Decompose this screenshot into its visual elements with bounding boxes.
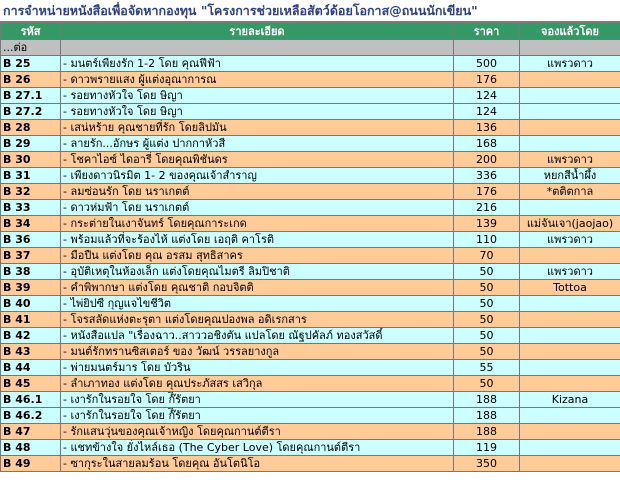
book-code-cell[interactable]: B 27.2	[1, 104, 61, 120]
book-price-cell[interactable]: 50	[454, 280, 520, 296]
reserved-by-cell[interactable]	[520, 88, 620, 104]
book-price-cell[interactable]: 50	[454, 344, 520, 360]
book-price-cell[interactable]: 70	[454, 248, 520, 264]
book-code-cell[interactable]: B 40	[1, 296, 61, 312]
book-detail-cell[interactable]: - หนังสือแปล "เรื่องฉาว..สาววอชิงตัน แปลโดย ณัฐปคัลภ์ ทองสวัสดิ์	[61, 328, 454, 344]
book-detail-cell[interactable]: - ซากุระในสายลมร้อน โดยคุณ อันโตนิโอ	[61, 456, 454, 472]
table-row	[1, 424, 620, 440]
book-code-cell[interactable]: B 37	[1, 248, 61, 264]
book-price-cell[interactable]: 188	[454, 392, 520, 408]
table-row	[1, 296, 620, 312]
continuation-row	[1, 40, 620, 56]
reserved-by-cell[interactable]	[520, 440, 620, 456]
table-row	[1, 232, 620, 248]
reserved-by-cell[interactable]	[520, 456, 620, 472]
book-code-cell[interactable]: B 25	[1, 56, 61, 72]
book-detail-cell[interactable]: - รอยทางหัวใจ โดย ษิญา	[61, 88, 454, 104]
reserved-by-cell[interactable]	[520, 408, 620, 424]
continuation-empty[interactable]	[520, 40, 620, 56]
book-code-cell[interactable]: B 33	[1, 200, 61, 216]
reserved-by-cell[interactable]: แพรวดาว	[520, 264, 620, 280]
book-detail-cell[interactable]: - แชทข้างใจ ยั่งไหล์เธอ (The Cyber Love) โดยคุณกานต์ตีรา	[61, 440, 454, 456]
table-row	[1, 136, 620, 152]
book-code-cell[interactable]: B 27.1	[1, 88, 61, 104]
book-code-cell[interactable]: B 32	[1, 184, 61, 200]
table-row	[1, 120, 620, 136]
continuation-empty[interactable]	[454, 40, 520, 56]
reserved-by-cell[interactable]	[520, 312, 620, 328]
reserved-by-cell[interactable]	[520, 296, 620, 312]
reserved-by-cell[interactable]	[520, 328, 620, 344]
header-detail[interactable]: รายละเอียด	[61, 23, 454, 40]
book-price-cell[interactable]: 176	[454, 72, 520, 88]
book-code-cell[interactable]: B 46.1	[1, 392, 61, 408]
book-detail-cell[interactable]: - ไพ่ยิปซี กุญแจไขชีวิต	[61, 296, 454, 312]
table-row	[1, 200, 620, 216]
book-detail-cell[interactable]: - เงารักในรอยใจ โดย ก๊ิรัตยา	[61, 408, 454, 424]
book-code-cell[interactable]: B 44	[1, 360, 61, 376]
table-row	[1, 440, 620, 456]
reserved-by-cell[interactable]	[520, 104, 620, 120]
book-detail-cell[interactable]: - ลายรัก...อักษร ผู้แต่ง ปากกาหัวสี	[61, 136, 454, 152]
book-code-cell[interactable]: B 30	[1, 152, 61, 168]
reserved-by-cell[interactable]	[520, 424, 620, 440]
book-detail-cell[interactable]: - รอยทางหัวใจ โดย ษิญา	[61, 104, 454, 120]
book-detail-cell[interactable]: - มือปืน แต่งโดย คุณ อรสม สุทธิสาคร	[61, 248, 454, 264]
book-detail-cell[interactable]: - โจรสลัดแห่งตะรุตา แต่งโดยคุณปองพล อดิเรกสาร	[61, 312, 454, 328]
reserved-by-cell[interactable]: แพรวดาว	[520, 56, 620, 72]
book-code-cell[interactable]: B 34	[1, 216, 61, 232]
book-detail-cell[interactable]: - กระต่ายในเงาจันทร์ โดยคุณการะเกด	[61, 216, 454, 232]
table-row	[1, 408, 620, 424]
table-row	[1, 104, 620, 120]
table-row	[1, 184, 620, 200]
book-price-cell[interactable]: 176	[454, 184, 520, 200]
reserved-by-cell[interactable]: แพรวดาว	[520, 152, 620, 168]
table-row	[1, 280, 620, 296]
book-price-cell[interactable]: 55	[454, 360, 520, 376]
book-code-cell[interactable]: B 41	[1, 312, 61, 328]
reserved-by-cell[interactable]	[520, 136, 620, 152]
table-row	[1, 264, 620, 280]
book-code-cell[interactable]: B 31	[1, 168, 61, 184]
table-row	[1, 152, 620, 168]
book-detail-cell[interactable]: - โชคาไอซ์ ไดอารี่ โดยคุณพิชันดร	[61, 152, 454, 168]
header-price[interactable]: ราคา	[454, 23, 520, 40]
book-price-cell[interactable]: 110	[454, 232, 520, 248]
book-code-cell[interactable]: B 49	[1, 456, 61, 472]
reserved-by-cell[interactable]	[520, 376, 620, 392]
book-detail-cell[interactable]: - ดาวห่มฟ้า โดย นราเกตต์	[61, 200, 454, 216]
table-row	[1, 56, 620, 72]
table-row	[1, 312, 620, 328]
continuation-cell[interactable]: ...ต่อ	[1, 40, 61, 56]
book-price-cell[interactable]: 200	[454, 152, 520, 168]
book-code-cell[interactable]: B 46.2	[1, 408, 61, 424]
book-price-cell[interactable]: 500	[454, 56, 520, 72]
book-price-cell[interactable]: 188	[454, 424, 520, 440]
reserved-by-cell[interactable]: *ตติตกาล	[520, 184, 620, 200]
book-price-cell[interactable]: 50	[454, 376, 520, 392]
book-code-cell[interactable]: B 36	[1, 232, 61, 248]
book-code-cell[interactable]: B 38	[1, 264, 61, 280]
book-detail-cell[interactable]: - เสน่หร้าย คุณชายที่รัก โดยลิปมัน	[61, 120, 454, 136]
table-row	[1, 248, 620, 264]
book-price-cell[interactable]: 336	[454, 168, 520, 184]
book-detail-cell[interactable]: - คำพิพากษา แต่งโดย คุณชาติ กอบจิตติ	[61, 280, 454, 296]
book-detail-cell[interactable]: - พร้อมแล้วที่จะร้องไห้ แต่งโดย เอฤติ คาโรติ	[61, 232, 454, 248]
book-price-cell[interactable]: 124	[454, 88, 520, 104]
book-code-cell[interactable]: B 42	[1, 328, 61, 344]
table-row	[1, 456, 620, 472]
table-row	[1, 168, 620, 184]
book-code-cell[interactable]: B 29	[1, 136, 61, 152]
table-row	[1, 72, 620, 88]
book-price-cell[interactable]: 139	[454, 216, 520, 232]
book-price-cell[interactable]: 50	[454, 296, 520, 312]
book-detail-cell[interactable]: - มนตร์เพียงรัก 1-2 โดย คุณฟีฟ้า	[61, 56, 454, 72]
header-reserved-by[interactable]: จองแล้วโดย	[520, 23, 620, 40]
reserved-by-cell[interactable]: Kizana	[520, 392, 620, 408]
book-detail-cell[interactable]: - รักแสนวุ่นของคุณเจ้าหญิง โดยคุณกานต์ตีรา	[61, 424, 454, 440]
table-row	[1, 328, 620, 344]
reserved-by-cell[interactable]	[520, 120, 620, 136]
reserved-by-cell[interactable]: หยกสีน้ำผึ้ง	[520, 168, 620, 184]
book-price-cell[interactable]: 216	[454, 200, 520, 216]
table-row	[1, 360, 620, 376]
book-price-cell[interactable]: 50	[454, 328, 520, 344]
table-row	[1, 376, 620, 392]
reserved-by-cell[interactable]	[520, 72, 620, 88]
book-price-cell[interactable]: 350	[454, 456, 520, 472]
header-code[interactable]: รหัส	[1, 23, 61, 40]
book-price-cell[interactable]: 119	[454, 440, 520, 456]
book-price-cell[interactable]: 124	[454, 104, 520, 120]
book-price-cell[interactable]: 136	[454, 120, 520, 136]
table-row	[1, 344, 620, 360]
sheet-title[interactable]: การจำหน่ายหนังสือเพื่อจัดหากองทุน "โครงการช่วยเหลือสัตว์ด้อยโอกาส@ถนนนักเขียน"	[0, 0, 620, 22]
book-code-cell[interactable]: B 45	[1, 376, 61, 392]
book-detail-cell[interactable]: - ดาวพรายแสง ผู้แต่งอุณาการณ	[61, 72, 454, 88]
book-price-cell[interactable]: 168	[454, 136, 520, 152]
book-price-cell[interactable]: 50	[454, 312, 520, 328]
reserved-by-cell[interactable]	[520, 360, 620, 376]
book-detail-cell[interactable]: - เพียงดาวนิรมิต 1- 2 ของคุณเจ้าสำราญ	[61, 168, 454, 184]
book-code-cell[interactable]: B 43	[1, 344, 61, 360]
book-code-cell[interactable]: B 39	[1, 280, 61, 296]
reserved-by-cell[interactable]: Tottoa	[520, 280, 620, 296]
reserved-by-cell[interactable]	[520, 344, 620, 360]
book-detail-cell[interactable]: - พ่ายมนตร์มาร โดย บัวริน	[61, 360, 454, 376]
table-row	[1, 216, 620, 232]
header-row	[1, 23, 620, 40]
book-detail-cell[interactable]: - มนต์รักทรานซิสเตอร์ ของ วัฒน์ วรรลยางกูล	[61, 344, 454, 360]
reserved-by-cell[interactable]: แม่จันเจา(jaojao)	[520, 216, 620, 232]
book-detail-cell[interactable]: - อุบัติเหตุในห้องเล็ก แต่งโดยคุณไมตรี ลิมปิชาติ	[61, 264, 454, 280]
book-detail-cell[interactable]: - ลมซ่อนรัก โดย นราเกตต์	[61, 184, 454, 200]
table-row	[1, 88, 620, 104]
table-row	[1, 392, 620, 408]
book-code-cell[interactable]: B 47	[1, 424, 61, 440]
table-body	[1, 40, 620, 472]
book-price-cell[interactable]: 50	[454, 264, 520, 280]
book-code-cell[interactable]: B 28	[1, 120, 61, 136]
book-code-cell[interactable]: B 26	[1, 72, 61, 88]
continuation-empty[interactable]	[61, 40, 454, 56]
book-detail-cell[interactable]: - เงารักในรอยใจ โดย ก๊ิรัตยา	[61, 392, 454, 408]
reserved-by-cell[interactable]: แพรวดาว	[520, 232, 620, 248]
book-table	[0, 22, 620, 472]
book-detail-cell[interactable]: - ลำเภาทอง แต่งโดย คุณประภัสสร เสวิกุล	[61, 376, 454, 392]
book-code-cell[interactable]: B 48	[1, 440, 61, 456]
reserved-by-cell[interactable]	[520, 200, 620, 216]
reserved-by-cell[interactable]	[520, 248, 620, 264]
book-price-cell[interactable]: 188	[454, 408, 520, 424]
